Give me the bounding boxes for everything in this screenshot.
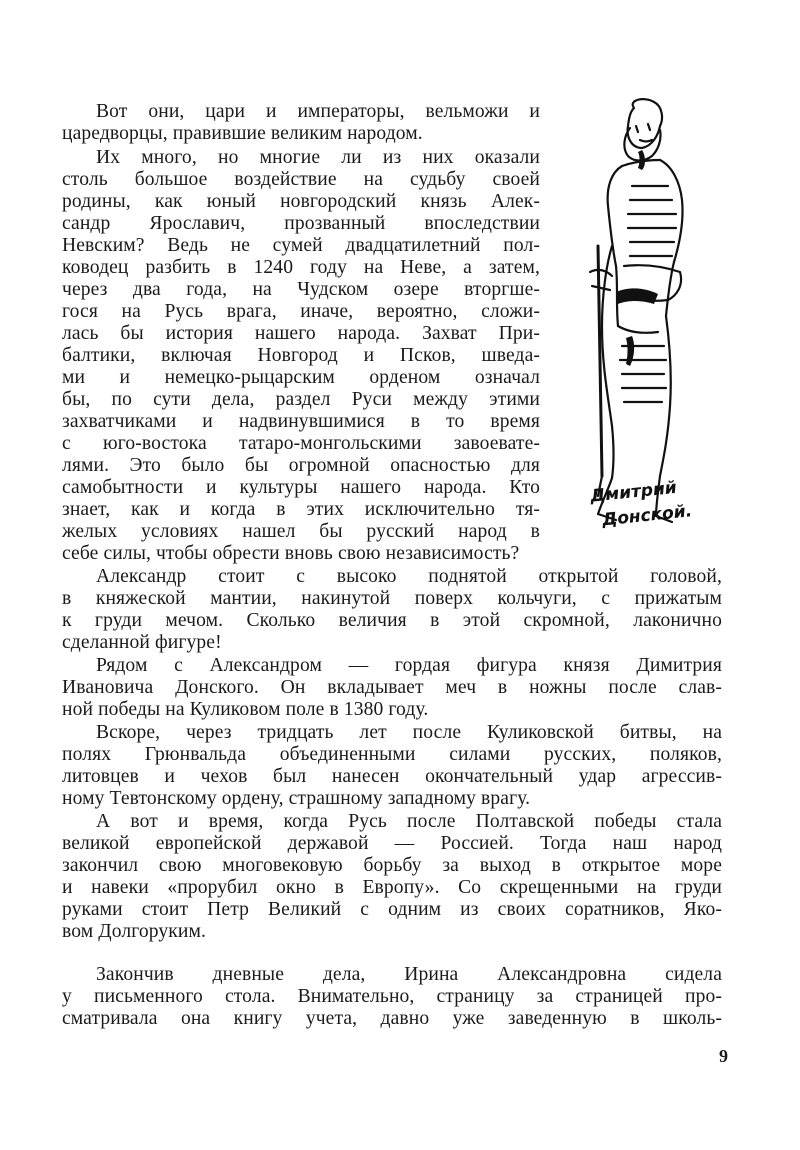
text-line: вом Долгоруким. (62, 921, 207, 942)
text-line: захватчиками и надвинувшимися в то время (62, 411, 540, 432)
text-line: самобытности и культуры нашего народа. Кто (62, 477, 540, 498)
caption-line: Дмитрий (589, 477, 678, 507)
text-line: Закончив дневные дела, Ирина Александровна сидела (96, 964, 722, 985)
text-line: Ивановича Донского. Он вкладывает меч в ножны после слав- (62, 677, 722, 698)
text-line: литовцев и чехов был нанесен окончательный удар агрессив- (62, 766, 722, 787)
text-line: полях Грюнвальда объединенными силами русских, поляков, (62, 744, 722, 765)
text-line: гося на Русь врага, иначе, вероятно, сложи- (62, 301, 540, 322)
text-line: сандр Ярославич, прозванный впоследствии (62, 213, 540, 234)
text-line: в княжеской мантии, накинутой поверх кольчуги, с прижатым (62, 588, 722, 609)
text-line: балтики, включая Новгород и Псков, шведа- (62, 345, 540, 366)
text-line: Вот они, цари и императоры, вельможи и (96, 101, 540, 122)
text-line: себе силы, чтобы обрести вновь свою независимость? (62, 543, 520, 564)
dmitry-donskoy-sketch (572, 96, 722, 536)
text-line: ми и немецко-рыцарским орденом означал (62, 367, 540, 388)
text-line: ководец разбить в 1240 году на Неве, а затем, (62, 257, 540, 278)
text-line: Рядом с Александром — гордая фигура князя Димитрия (96, 655, 722, 676)
text-line: знает, как и когда в этих исключительно тя- (62, 499, 540, 520)
text-line: к груди мечом. Сколько величия в этой скромной, лаконично (62, 610, 722, 631)
text-line: ной победы на Куликовом поле в 1380 году. (62, 699, 429, 720)
page-number: 9 (719, 1046, 728, 1066)
text-line: с юго-востока татаро-монгольскими завоевате- (62, 433, 540, 454)
text-line: сделанной фигуре! (62, 632, 222, 653)
text-line: руками стоит Петр Великий с одним из своих соратников, Яко- (62, 899, 722, 920)
text-line: царедворцы, правившие великим народом. (62, 123, 423, 144)
text-line: родины, как юный новгородский князь Алек- (62, 191, 540, 212)
text-line: ному Тевтонскому ордену, страшному западному врагу. (62, 788, 531, 809)
text-line: сматривала она книгу учета, давно уже заведенную в школь- (62, 1008, 722, 1029)
text-line: и навеки «прорубил окно в Европу». Со скрещенными на груди (62, 877, 722, 898)
text-line: лась бы история нашего народа. Захват При- (62, 323, 540, 344)
text-line: через два года, на Чудском озере вторгше- (62, 279, 540, 300)
text-line: Невским? Ведь не сумей двадцатилетний пол- (62, 235, 540, 256)
text-line: Александр стоит с высоко поднятой открытой головой, (96, 566, 722, 587)
caption-line: Донской. (601, 501, 694, 531)
illustration-caption (590, 478, 720, 538)
text-line: желых условиях нашел бы русский народ в (62, 521, 540, 542)
text-line: Вскоре, через тридцать лет после Куликовской битвы, на (96, 722, 722, 743)
text-line: А вот и время, когда Русь после Полтавской победы стала (96, 811, 722, 832)
text-line: у письменного стола. Внимательно, страницу за страницей про- (62, 986, 722, 1007)
text-line: лями. Это было бы огромной опасностью для (62, 455, 540, 476)
text-line: бы, по сути дела, раздел Руси между этими (62, 389, 540, 410)
text-line: столь большое воздействие на судьбу своей (62, 169, 540, 190)
text-line: закончил свою многовековую борьбу за выход в открытое море (62, 855, 722, 876)
text-line: великой европейской державой — Россией. Тогда наш народ (62, 833, 722, 854)
text-line: Их много, но многие ли из них оказали (96, 147, 540, 168)
